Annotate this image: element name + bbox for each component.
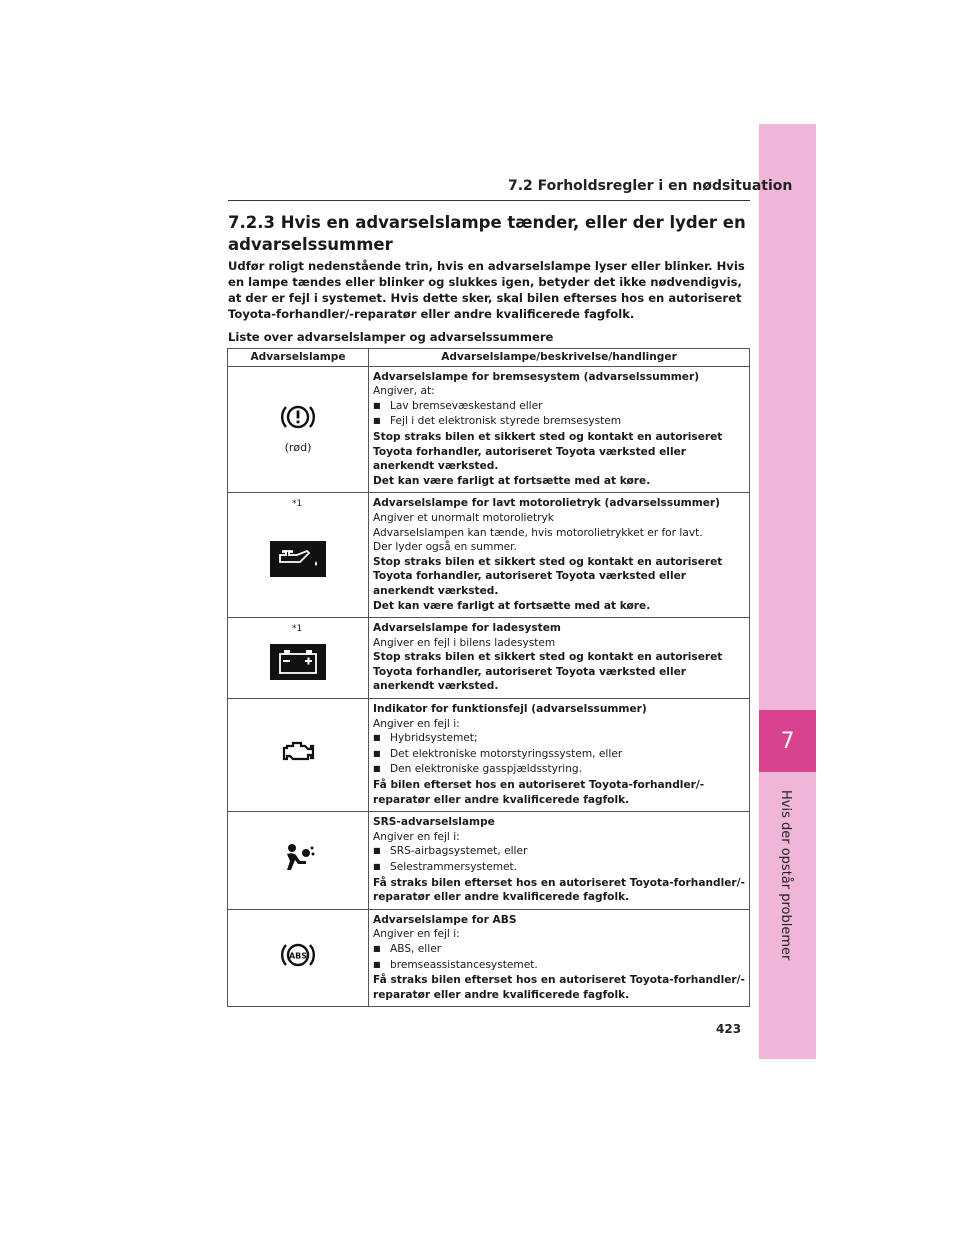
lamp-description-cell [369,699,750,812]
table-caption: Liste over advarselslamper og advarselssummere [228,330,554,344]
bold-text: Advarselslampe for bremsesystem (advarselssummer) [373,370,700,383]
body-text: Angiver en fejl i: [373,830,460,843]
bold-text: Advarselslampe for ABS [373,913,517,926]
lamp-icon-cell [228,909,369,1007]
body-text: Advarselslampen kan tænde, hvis motorolietrykket er for lavt. [373,526,703,539]
body-text: Angiver en fejl i bilens ladesystem [373,636,556,649]
bold-text: Stop straks bilen et sikkert sted og kontakt en autoriseret Toyota forhandler, autoriseret Toyota værksted eller anerkendt værksted. [373,555,723,597]
bullet-item: ■ Det elektroniske motorstyringssystem, eller [373,747,745,763]
bullet-item: ■ ABS, eller [373,942,745,958]
bullet-item: ■ SRS-airbagsystemet, eller [373,844,745,860]
lamp-description-cell [369,909,750,1007]
lamp-description-cell [369,366,750,493]
bold-text: Indikator for funktionsfejl (advarselssummer) [373,703,647,716]
body-text: Angiver, at: [373,385,435,398]
table-row [228,812,750,910]
lamp-icon-cell [228,493,369,618]
bold-text: Stop straks bilen et sikkert sted og kontakt en autoriseret Toyota forhandler, autoriseret Toyota værksted eller anerkendt værksted. [373,430,723,473]
bold-text: Advarselslampe for lavt motorolietryk (advarselssummer) [373,497,720,510]
lamp-description-cell [369,618,750,699]
warning-lamp-table [227,348,750,1007]
table-header-row [228,349,750,367]
column-header: Advarselslampe/beskrivelse/handlinger [369,349,750,367]
body-text: Angiver en fejl i: [373,928,460,941]
srs-airbag-icon [280,842,316,877]
bullet-item: ■ Hybridsystemet; [373,731,745,747]
oil-pressure-icon [270,541,326,582]
bold-text: Det kan være farligt at fortsætte med at køre. [373,599,651,612]
page-number: 423 [716,1022,742,1036]
column-header: Advarselslampe [228,349,369,367]
battery-charge-icon [270,644,326,685]
svg-text:ABS: ABS [288,951,308,961]
section-title: 7.2.3 Hvis en advarselslampe tænder, eller der lyder en advarselssummer [228,213,746,254]
footnote-marker: *1 [292,624,303,635]
bold-text: Få bilen efterset hos en autoriseret Toyota-forhandler/-reparatør eller andre kvalificerede fagfolk. [373,779,705,806]
bullet-item: ■ Lav bremsevæskestand eller [373,399,745,415]
lamp-description-cell [369,812,750,910]
abs-warning-icon [281,940,315,975]
lamp-icon-cell [228,812,369,910]
chapter-label: Hvis der opstår problemer [778,790,793,961]
lamp-icon-cell [228,366,369,493]
engine-check-icon [280,739,316,770]
bold-text: Advarselslampe for ladesystem [373,622,561,635]
body-text: Der lyder også en summer. [373,541,517,554]
bold-text: SRS-advarselslampe [373,816,495,829]
header-rule [228,200,750,201]
intro-paragraph: Udfør roligt nedenstående trin, hvis en advarselslampe lyser eller blinker. Hvis en lampe tændes eller blinker og slukkes igen, betyder det ikke nødvendigvis, at der er fejl i systemet. Hvis dette sker, skal bilen efterses hos en autoriseret Toyota-forhandler/-reparatør eller andre kvalificerede fagfolk. [228,259,745,321]
bullet-item: ■ Selestrammersystemet. [373,860,745,876]
table-row [228,909,750,1007]
bold-text: Få straks bilen efterset hos en autoriseret Toyota-forhandler/-reparatør eller andre kvalificerede fagfolk. [373,974,745,1001]
body-text: Angiver en fejl i: [373,717,460,730]
bold-text: Stop straks bilen et sikkert sted og kontakt en autoriseret Toyota forhandler, autoriseret Toyota værksted eller anerkendt værksted. [373,651,723,693]
bullet-item: ■ bremseassistancesystemet. [373,958,745,974]
lamp-description-cell [369,493,750,618]
chapter-number: 7 [759,710,816,772]
bold-text: Det kan være farligt at fortsætte med at køre. [373,474,651,487]
lamp-color-note: (rød) [284,440,312,454]
footnote-marker: *1 [292,499,303,510]
bullet-item: ■ Den elektroniske gasspjældsstyring. [373,762,745,778]
lamp-icon-cell [228,618,369,699]
bullet-item: ■ Fejl i det elektronisk styrede bremsesystem [373,414,745,430]
table-row [228,618,750,699]
table-row [228,366,750,493]
table-row [228,493,750,618]
lamp-icon-cell [228,699,369,812]
running-header: 7.2 Forholdsregler i en nødsituation [508,178,793,194]
body-text: Angiver et unormalt motorolietryk [373,511,554,524]
brake-warning-icon [281,402,315,437]
table-row [228,699,750,812]
bold-text: Få straks bilen efterset hos en autoriseret Toyota-forhandler/-reparatør eller andre kvalificerede fagfolk. [373,876,745,904]
